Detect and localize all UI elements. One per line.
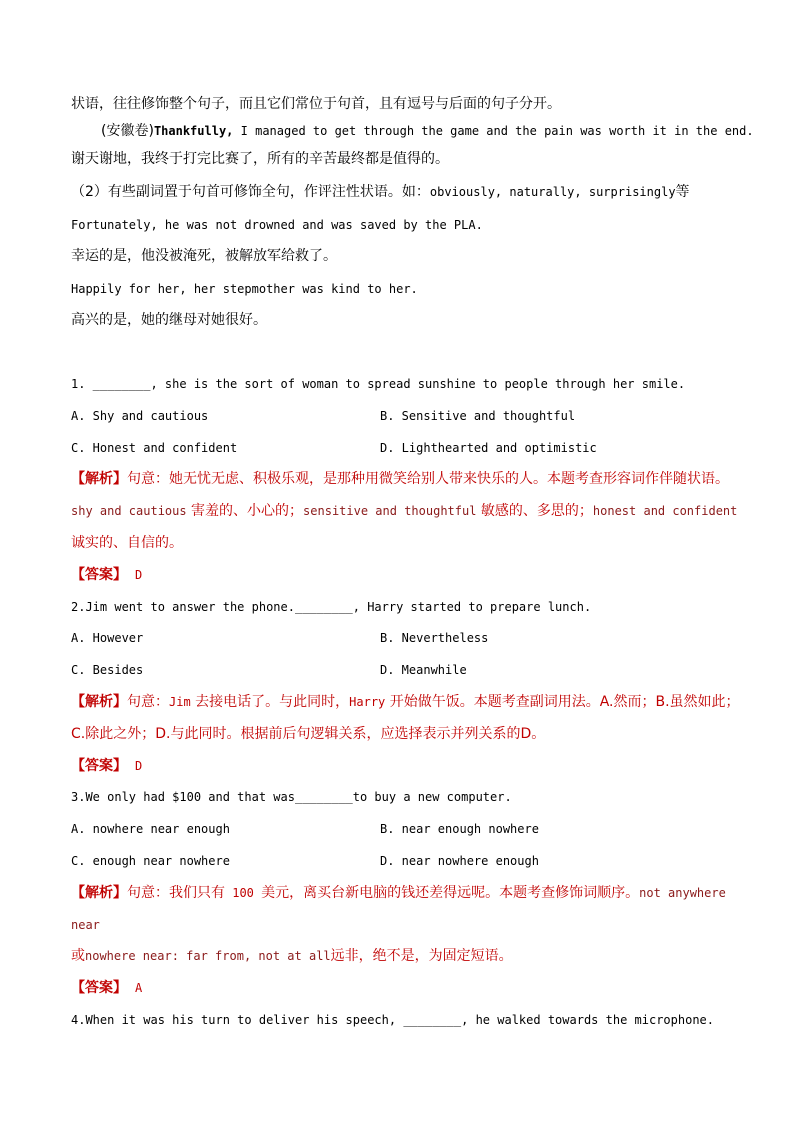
answer: [71, 759, 142, 773]
analysis-text: 句意：: [127, 694, 169, 710]
option-a: A. nowhere near enough: [71, 822, 230, 836]
example-source: (安徽卷): [101, 123, 154, 139]
analysis-text: 或: [71, 948, 85, 964]
analysis-en: sensitive and thoughtful: [303, 504, 477, 518]
answer-label: 【答案】: [71, 980, 127, 996]
analysis: [71, 886, 726, 900]
analysis-label: 【解析】: [71, 694, 127, 710]
example-sentence: Happily for her, her stepmother was kind to her.: [71, 282, 418, 296]
option-b: B. Nevertheless: [380, 631, 489, 645]
option-d: D. Meanwhile: [380, 663, 467, 677]
example-translation: 谢天谢地，我终于打完比赛了，所有的辛苦最终都是值得的。: [71, 151, 449, 167]
analysis-label: 【解析】: [71, 471, 127, 487]
analysis-zh: 敏感的、多思的；: [476, 503, 593, 519]
example-translation: 高兴的是，她的继母对她很好。: [71, 312, 267, 328]
option-d: D. Lighthearted and optimistic: [380, 441, 597, 455]
analysis-en: Jim: [169, 695, 191, 709]
point-two: [71, 185, 690, 199]
analysis-text: 句意：我们只有: [127, 885, 225, 901]
analysis: [71, 472, 729, 486]
analysis-en: nowhere near: far from, not at all: [85, 949, 331, 963]
example-sentence: Fortunately, he was not drowned and was saved by the PLA.: [71, 218, 483, 232]
analysis: [71, 695, 740, 709]
answer-label: 【答案】: [71, 758, 127, 774]
analysis-line: near: [71, 918, 100, 932]
analysis-zh: 害羞的、小心的；: [186, 503, 304, 519]
analysis-text: 开始做午饭。本题考查副词用法。A.然而；B.虽然如此；: [385, 694, 740, 710]
question-stem: 3.We only had $100 and that was________to buy a new computer.: [71, 790, 512, 804]
option-b: B. near enough nowhere: [380, 822, 539, 836]
question-stem: 2.Jim went to answer the phone.________, Harry started to prepare lunch.: [71, 600, 592, 614]
option-b: B. Sensitive and thoughtful: [380, 409, 576, 423]
analysis-label: 【解析】: [71, 885, 127, 901]
option-c: C. Honest and confident: [71, 441, 238, 455]
option-a: A. Shy and cautious: [71, 409, 209, 423]
option-a: A. However: [71, 631, 144, 645]
answer-value: D: [135, 759, 143, 773]
analysis-en: honest and confident: [592, 504, 738, 518]
intro-line: 状语，往往修饰整个句子，而且它们常位于句首，且有逗号与后面的句子分开。: [71, 96, 561, 112]
answer: [71, 981, 142, 995]
option-c: C. Besides: [71, 663, 144, 677]
analysis-line: [71, 504, 737, 518]
option-d: D. near nowhere enough: [380, 854, 539, 868]
point-two-en: obviously, naturally, surprisingly: [429, 185, 676, 199]
analysis-text: 句意：她无忧无虑、积极乐观，是那种用微笑给别人带来快乐的人。本题考查形容词作伴随状语。: [127, 471, 729, 487]
option-c: C. enough near nowhere: [71, 854, 230, 868]
example-rest: I managed to get through the game and the pain was worth it in the end.: [233, 124, 754, 138]
answer: [71, 568, 142, 582]
example-bold-word: Thankfully,: [153, 124, 234, 138]
question-stem: 1. ________, she is the sort of woman to spread sunshine to people through her smile.: [71, 377, 686, 391]
answer-value: A: [135, 981, 143, 995]
analysis-line: 诚实的、自信的。: [71, 535, 183, 551]
point-two-zh: （2）有些副词置于句首可修饰全句，作评注性状语。如：: [71, 184, 430, 200]
question-stem: 4.When it was his turn to deliver his speech, ________, he walked towards the microphone.: [71, 1013, 714, 1027]
answer-label: 【答案】: [71, 567, 127, 583]
analysis-line: C.除此之外；D.与此同时。根据前后句逻辑关系，应选择表示并列关系的D。: [71, 726, 546, 742]
analysis-en: Harry: [349, 695, 386, 709]
example-sentence: [101, 124, 754, 138]
example-translation: 幸运的是，他没被淹死，被解放军给救了。: [71, 248, 337, 264]
analysis-text: 去接电话了。与此同时，: [190, 694, 350, 710]
point-two-end: 等: [675, 184, 690, 200]
analysis-text: 美元，离买台新电脑的钱还差得远呢。本题考查修饰词顺序。: [261, 885, 640, 901]
analysis-text: 远非，绝不是，为固定短语。: [330, 948, 513, 964]
analysis-en: not anywhere: [639, 886, 726, 900]
analysis-en: 100: [225, 886, 262, 900]
analysis-en: shy and cautious: [71, 504, 187, 518]
analysis-line: [71, 949, 513, 963]
answer-value: D: [135, 568, 143, 582]
